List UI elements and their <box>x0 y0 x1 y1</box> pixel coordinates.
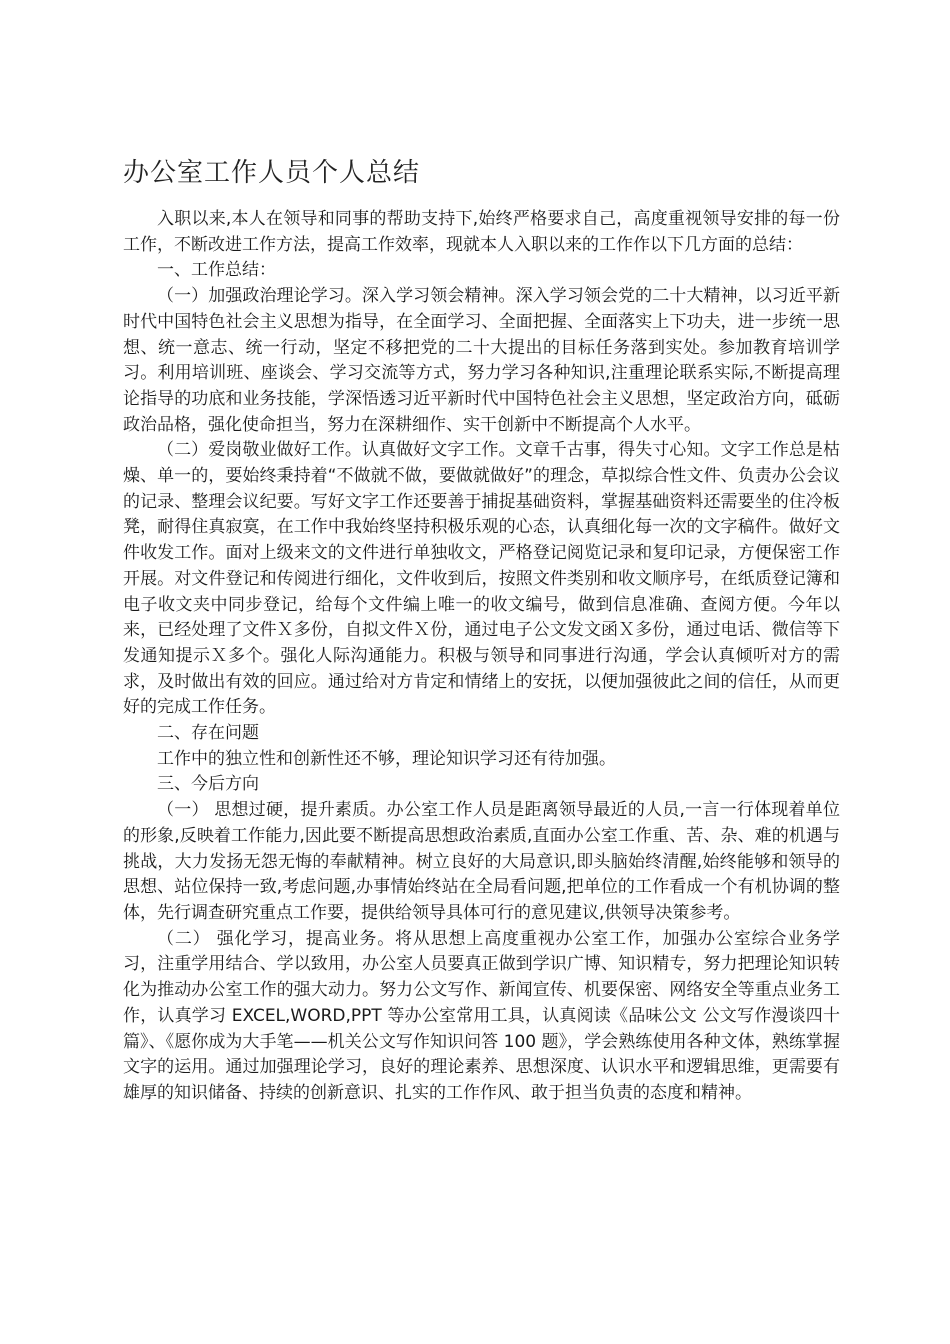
paragraph-political-study: （一）加强政治理论学习。深入学习领会精神。深入学习领会党的二十大精神，以习近平新时代中国特色社会主义思想为指导，在全面学习、全面把握、全面落实上下功夫，进一步统一思想、统一意志、统一行动，坚定不移把党的二十大提出的目标任务落到实处。参加教育培训学习。利用培训班、座谈会、学习交流等方式，努力学习各种知识,注重理论联系实际,不断提高理论指导的功底和业务技能，学深悟透习近平新时代中国特色社会主义思想，坚定政治方向，砥砺政治品格，强化使命担当，努力在深耕细作、实干创新中不断提高个人水平。 <box>123 286 840 435</box>
document-title: 办公室工作人员个人总结 <box>123 158 421 188</box>
section-heading-problems: 二、存在问题 <box>157 723 259 744</box>
paragraph-improve-quality: （一） 思想过硬，提升素质。办公室工作人员是距离领导最近的人员,一言一行体现着单位的形象,反映着工作能力,因此要不断提高思想政治素质,直面办公室工作重、苦、杂、难的机遇与挑战，大力发扬无怨无悔的奉献精神。树立良好的大局意识,即头脑始终清醒,始终能够和领导的思想、站位保持一致,考虑问题,办事情始终站在全局看问题,把单位的工作看成一个有机协调的整体，先行调查研究重点工作要，提供给领导具体可行的意见建议,供领导决策参考。 <box>123 800 840 923</box>
section-heading-future-direction: 三、今后方向 <box>157 774 259 795</box>
document-body <box>123 155 840 1107</box>
paragraph-strengthen-learning: （二） 强化学习，提高业务。将从思想上高度重视办公室工作，加强办公室综合业务学习，注重学用结合、学以致用，办公室人员要真正做到学识广博、知识精专，努力把理论知识转化为推动办公室工作的强大动力。努力公文写作、新闻宣传、机要保密、网络安全等重点业务工作，认真学习 EXCEL,WORD,PPT 等办公室常用工具，认真阅读《品味公文 公文写作漫谈四十篇》、《愿你成为大手笔——机关公文写作知识问答 100 题》，学会熟练使用各种文体，熟练掌握文字的运用。通过加强理论学习，良好的理论素养、思想深度、认识水平和逻辑思维，更需要有雄厚的知识储备、持续的创新意识、扎实的工作作风、敢于担当负责的态度和精神。 <box>123 928 840 1103</box>
paragraph-problems: 工作中的独立性和创新性还不够，理论知识学习还有待加强。 <box>157 748 616 769</box>
intro-paragraph: 入职以来,本人在领导和同事的帮助支持下,始终严格要求自己，高度重视领导安排的每一份工作，不断改进工作方法，提高工作效率，现就本人入职以来的工作作以下几方面的总结： <box>123 209 840 255</box>
section-heading-work-summary: 一、工作总结： <box>157 260 276 281</box>
paragraph-dedicated-work: （二）爱岗敬业做好工作。认真做好文字工作。文章千古事，得失寸心知。文字工作总是枯燥、单一的，要始终秉持着“不做就不做，要做就做好”的理念，草拟综合性文件、负责办公会议的记录、整理会议纪要。写好文字工作还要善于捕捉基础资料，掌握基础资料还需要坐的住冷板凳，耐得住真寂寞，在工作中我始终坚持积极乐观的心态，认真细化每一次的文字稿件。做好文件收发工作。面对上级来文的文件进行单独收文，严格登记阅览记录和复印记录，方便保密工作开展。对文件登记和传阅进行细化，文件收到后，按照文件类别和收文顺序号，在纸质登记簿和电子收文夹中同步登记，给每个文件编上唯一的收文编号，做到信息准确、查阅方便。今年以来，已经处理了文件Ｘ多份，自拟文件Ｘ份，通过电子公文发文函Ｘ多份，通过电话、微信等下发通知提示Ｘ多个。强化人际沟通能力。积极与领导和同事进行沟通，学会认真倾听对方的需求，及时做出有效的回应。通过给对方肯定和情绪上的安抚，以便加强彼此之间的信任，从而更好的完成工作任务。 <box>123 440 840 718</box>
